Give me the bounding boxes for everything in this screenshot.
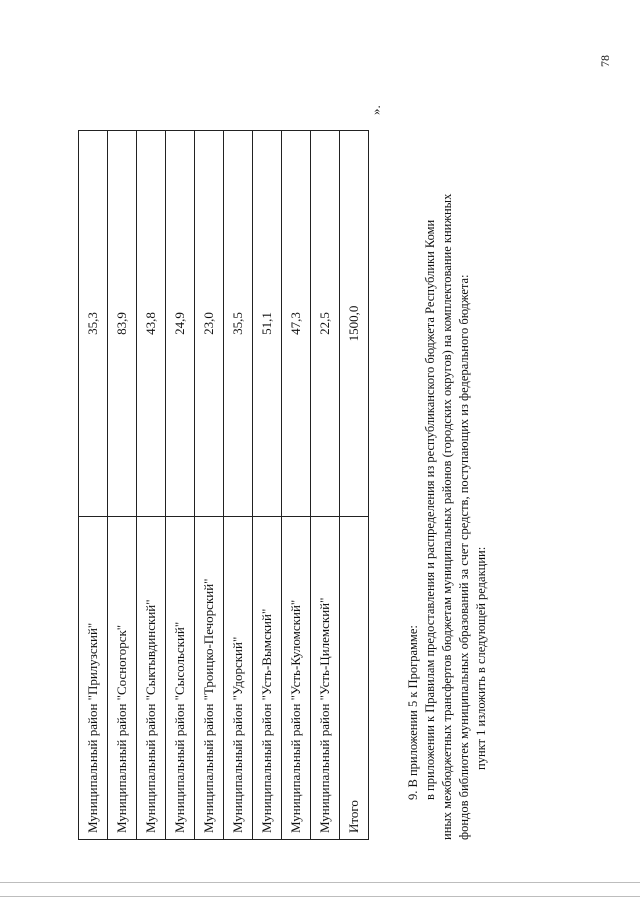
municipality-name: Муниципальный район "Усть-Куломский" [282, 517, 311, 840]
allocation-value: 22,5 [311, 131, 340, 517]
total-label: Итого [340, 517, 369, 840]
municipality-name: Муниципальный район "Троицко-Печорский" [195, 517, 224, 840]
table-total-row [340, 131, 369, 840]
table-row [224, 131, 253, 840]
allocation-value: 51,1 [253, 131, 282, 517]
allocation-value: 47,3 [282, 131, 311, 517]
table-row [311, 131, 340, 840]
table-row [253, 131, 282, 840]
municipality-name: Муниципальный район "Прилузский" [79, 517, 108, 840]
section-heading: 9. В приложении 5 к Программе: [406, 625, 420, 800]
allocation-value: 35,3 [79, 131, 108, 517]
allocation-value: 83,9 [108, 131, 137, 517]
table-row [166, 131, 195, 840]
total-value: 1500,0 [340, 131, 369, 517]
allocation-value: 35,5 [224, 131, 253, 517]
allocation-value: 24,9 [166, 131, 195, 517]
closing-quote-mark: ». [368, 105, 383, 115]
table-row [282, 131, 311, 840]
municipality-name: Муниципальный район "Усть-Цилемский" [311, 517, 340, 840]
amendment-section [405, 60, 490, 840]
table-row [108, 131, 137, 840]
table-row [195, 131, 224, 840]
table-row [79, 131, 108, 840]
page-number: 78 [598, 55, 612, 67]
allocation-value: 43,8 [137, 131, 166, 517]
paragraph-line: иных межбюджетных трансфертов бюджетам муниципальных районов (городских округов) на комплектование книжных [440, 193, 454, 840]
municipality-name: Муниципальный район "Сосногорск" [108, 517, 137, 840]
allocation-value: 23,0 [195, 131, 224, 517]
table-row [137, 131, 166, 840]
paragraph-line: в приложении к Правилам предоставления и распределения из республиканского бюджета Республики Коми [423, 219, 437, 800]
municipality-name: Муниципальный район "Сысольский" [166, 517, 195, 840]
instruction-line: пункт 1 изложить в следующей редакции: [474, 546, 488, 770]
municipality-name: Муниципальный район "Удорский" [224, 517, 253, 840]
paragraph-line: фондов библиотек муниципальных образований за счет средств, поступающих из федерального бюджета: [457, 274, 471, 840]
municipality-name: Муниципальный район "Усть-Вымский" [253, 517, 282, 840]
municipality-name: Муниципальный район "Сыктывдинский" [137, 517, 166, 840]
allocation-table [78, 130, 369, 840]
